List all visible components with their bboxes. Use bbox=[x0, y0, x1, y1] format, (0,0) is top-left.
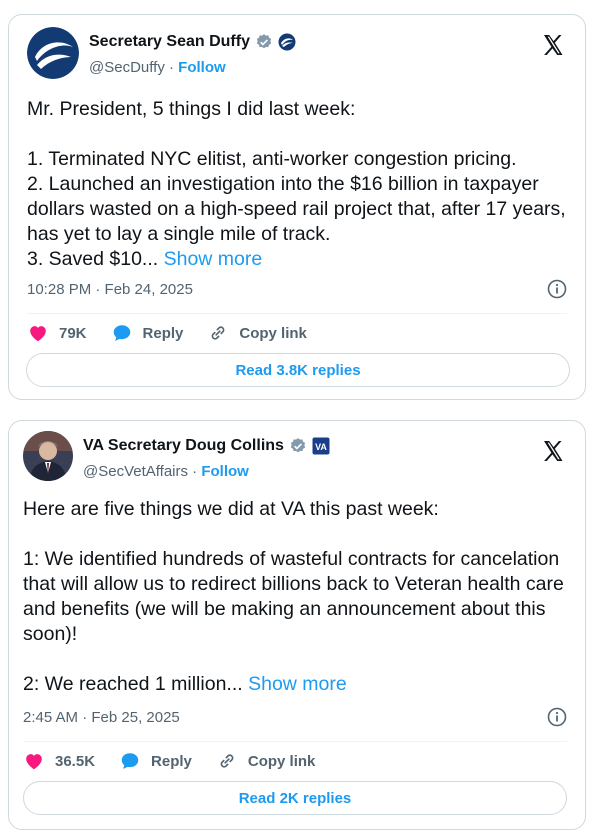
heart-icon bbox=[27, 322, 49, 344]
avatar[interactable] bbox=[27, 27, 79, 79]
tweet-card[interactable] bbox=[8, 420, 586, 830]
verified-badge-icon bbox=[255, 33, 273, 51]
dot-seal-logo bbox=[27, 27, 79, 79]
like-button[interactable] bbox=[23, 749, 95, 773]
action-bar bbox=[23, 749, 339, 773]
action-bar bbox=[27, 321, 331, 345]
like-count: 79K bbox=[59, 324, 87, 342]
show-more-link[interactable]: Show more bbox=[248, 673, 347, 695]
x-logo-icon[interactable] bbox=[541, 439, 565, 463]
author-name[interactable]: Secretary Sean Duffy bbox=[89, 33, 250, 50]
tweet-card[interactable] bbox=[8, 14, 586, 400]
copy-link-button[interactable] bbox=[207, 321, 307, 345]
copy-link-label: Copy link bbox=[247, 752, 316, 770]
tweet-timestamp[interactable]: 2:45 AM · Feb 25, 2025 bbox=[23, 709, 180, 726]
verified-badge-icon bbox=[289, 437, 307, 455]
divider bbox=[27, 313, 567, 314]
dot-affiliate-badge bbox=[278, 33, 296, 51]
reply-label: Reply bbox=[151, 752, 192, 770]
copy-link-button[interactable] bbox=[216, 749, 316, 773]
reply-bubble-icon bbox=[111, 322, 133, 344]
author-row bbox=[89, 33, 296, 51]
read-replies-button[interactable]: Read 2K replies bbox=[23, 781, 567, 815]
x-logo-icon[interactable] bbox=[541, 33, 565, 57]
handle-row bbox=[89, 59, 226, 76]
show-more-link[interactable]: Show more bbox=[163, 248, 263, 270]
separator: · bbox=[188, 463, 202, 480]
handle-row bbox=[83, 463, 249, 480]
reply-label: Reply bbox=[142, 324, 184, 342]
avatar[interactable] bbox=[23, 431, 73, 481]
author-handle[interactable]: @SecDuffy bbox=[89, 59, 165, 76]
profile-photo bbox=[23, 431, 73, 481]
tweet-body: Here are five things we did at VA this past week: 1: We identified hundreds of wasteful contracts for cancelation that will allow us to redirect billions back to Veteran health care and benefits (we will be making an announcement about this soon)! 2: We reached 1 million... bbox=[23, 498, 564, 695]
separator: · bbox=[164, 59, 179, 76]
link-icon bbox=[207, 322, 229, 344]
link-icon bbox=[216, 750, 238, 772]
heart-icon bbox=[23, 750, 45, 772]
va-affiliate-badge bbox=[312, 437, 330, 455]
author-handle[interactable]: @SecVetAffairs bbox=[83, 463, 188, 480]
tweet-body: Mr. President, 5 things I did last week: 1. Terminated NYC elitist, anti-worker congestion pricing. 2. Launched an investigation into the $16 billion in taxpayer dollars wasted on a high-speed rail project that, after 17 years, has yet to lay a single mile of track. 3. Saved $10... bbox=[27, 98, 566, 270]
tweet-text bbox=[23, 497, 571, 697]
read-replies-button[interactable]: Read 3.8K replies bbox=[26, 353, 570, 387]
author-name[interactable]: VA Secretary Doug Collins bbox=[83, 437, 284, 454]
tweet-timestamp[interactable]: 10:28 PM · Feb 24, 2025 bbox=[27, 281, 193, 298]
tweet-text bbox=[27, 97, 575, 272]
author-row bbox=[83, 437, 330, 455]
follow-button[interactable]: Follow bbox=[178, 59, 226, 76]
like-button[interactable] bbox=[27, 321, 87, 345]
follow-button[interactable]: Follow bbox=[201, 463, 249, 480]
svg-text:VA: VA bbox=[315, 442, 327, 452]
info-icon[interactable] bbox=[547, 707, 567, 727]
divider bbox=[23, 741, 567, 742]
reply-button[interactable] bbox=[119, 749, 192, 773]
reply-bubble-icon bbox=[119, 750, 141, 772]
like-count: 36.5K bbox=[55, 752, 96, 770]
copy-link-label: Copy link bbox=[239, 324, 307, 342]
reply-button[interactable] bbox=[111, 321, 184, 345]
info-icon[interactable] bbox=[547, 279, 567, 299]
